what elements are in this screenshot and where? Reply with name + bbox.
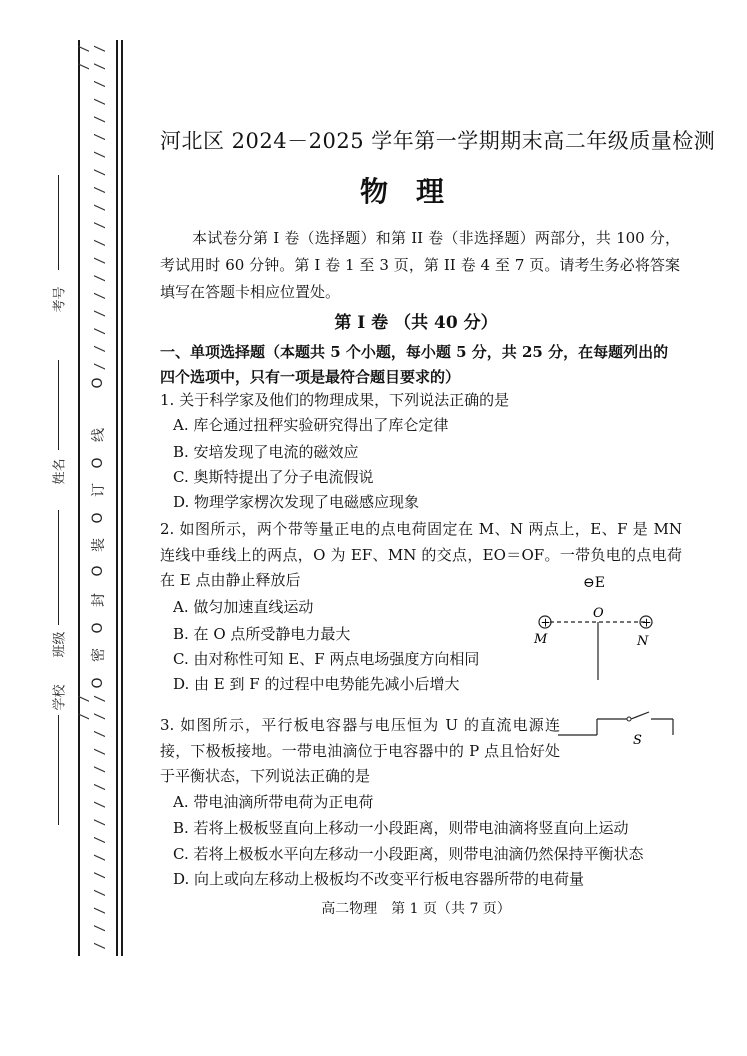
seal-char-mi: 密 <box>91 648 107 662</box>
dash-pattern: / / / / / / / / / / / / / / / / / <box>75 695 106 951</box>
name-label: 姓名 <box>52 458 68 485</box>
question-3-option-d: D. 向上或向左移动上极板均不改变平行板电容器所带的电荷量 <box>173 870 585 888</box>
subject-title: 物理 <box>359 175 472 208</box>
question-1-option-a: A. 库仑通过扭秤实验研究得出了库仑定律 <box>173 416 449 434</box>
question-2-option-d: D. 由 E 到 F 的过程中电势能先减小后增大 <box>173 675 460 693</box>
question-3-option-a: A. 带电油滴所带电荷为正电荷 <box>173 793 374 811</box>
question-2-option-a: A. 做匀加速直线运动 <box>173 598 314 616</box>
question-3-stem: 3. 如图所示，平行板电容器与电压恒为 U 的直流电源连接，下极板接地。一带电油滴位于电容器中的 P 点且恰好处于平衡状态，下列说法正确的是 <box>160 716 560 785</box>
question-1-option-b: B. 安培发现了电流的磁效应 <box>173 443 359 461</box>
question-2-stem: 2. 如图所示，两个带等量正电的点电荷固定在 M、N 两点上，E、F 是 MN 连线中垂线上的两点，O 为 EF、MN 的交点，EO＝OF。一带负电的点电荷在 E 点由静止释放后 <box>160 520 682 589</box>
switch-label: S <box>633 733 642 748</box>
exam-no-label: 考号 <box>52 286 68 313</box>
charge-m-sign: + <box>540 615 551 630</box>
seal-circle: O <box>90 622 106 634</box>
question-2-option-c: C. 由对称性可知 E、F 两点电场强度方向相同 <box>173 650 480 668</box>
question-3-option-b: B. 若将上极板竖直向上移动一小段距离，则带电油滴将竖直向上运动 <box>173 819 629 837</box>
charge-n-sign: + <box>641 615 652 630</box>
exam-title: 河北区 2024－2025 学年第一学期期末高二年级质量检测 <box>160 129 716 153</box>
question-1-option-c: C. 奥斯特提出了分子电流假说 <box>173 468 374 486</box>
point-n-label: N <box>637 634 649 649</box>
page-footer: 高二物理 第 1 页（共 7 页） <box>321 901 511 917</box>
seal-circle: O <box>90 677 106 689</box>
question-3-option-c: C. 若将上极板水平向左移动一小段距离，则带电油滴仍然保持平衡状态 <box>173 845 644 863</box>
seal-circle: O <box>90 377 106 389</box>
seal-char-xian: 线 <box>91 428 107 442</box>
seal-circle: O <box>90 565 106 577</box>
seal-char-zhuang: 装 <box>91 538 107 552</box>
name-line <box>58 360 59 450</box>
school-line <box>58 715 59 825</box>
seal-char-ding: 订 <box>91 483 107 497</box>
school-label: 学校 <box>52 684 68 711</box>
part-heading: 一、单项选择题（本题共 5 个小题，每小题 5 分，共 25 分，在每题列出的四个选项中，只有一项是最符合题目要求的） <box>160 343 669 386</box>
dash-pattern: / / / / / / / / / / / / / / / / / / / / / <box>75 45 106 372</box>
question-1-stem: 1. 关于科学家及他们的物理成果，下列说法正确的是 <box>160 391 510 409</box>
question-2-option-b: B. 在 O 点所受静电力最大 <box>173 625 351 643</box>
point-m-label: M <box>534 632 548 647</box>
point-o-label: O <box>593 606 604 621</box>
section-title: 第 I 卷 （共 40 分） <box>334 313 498 333</box>
point-e-label: ⊖E <box>583 575 605 591</box>
question-2-figure <box>525 565 675 690</box>
class-line <box>58 510 59 625</box>
question-1-option-d: D. 物理学家楞次发现了电磁感应现象 <box>173 493 420 511</box>
seal-circle: O <box>90 512 106 524</box>
class-label: 班级 <box>52 631 68 658</box>
question-3-figure <box>555 710 680 750</box>
seal-circle: O <box>90 457 106 469</box>
exam-instructions: 本试卷分第 I 卷（选择题）和第 II 卷（非选择题）两部分，共 100 分，考试用时 60 分钟。第 I 卷 1 至 3 页，第 II 卷 4 至 7 页。请考生务必将答案填写在答题卡相应位置处。 <box>160 229 680 301</box>
switch-contact <box>627 717 631 721</box>
seal-char-feng: 封 <box>91 593 107 607</box>
